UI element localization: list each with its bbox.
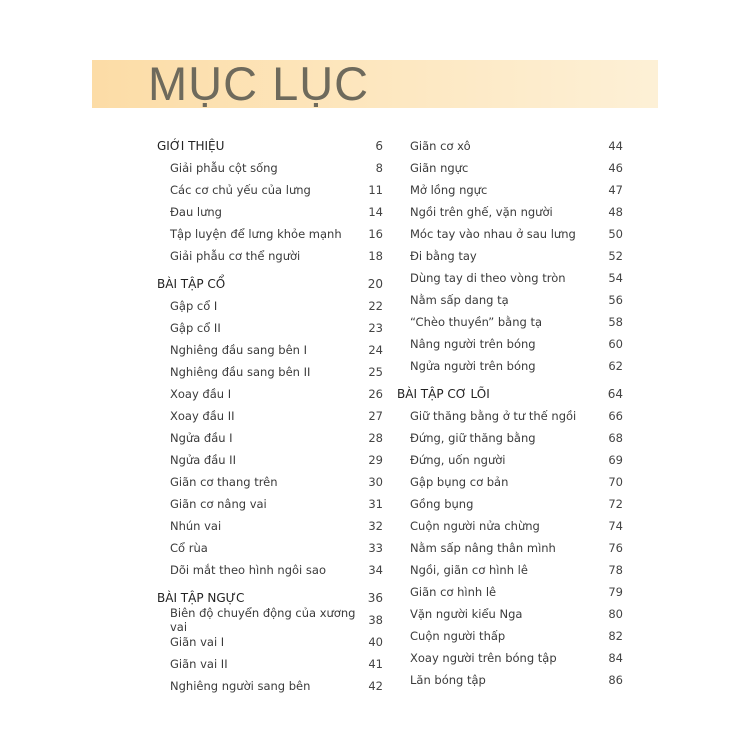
toc-column-right (397, 135, 623, 691)
entry-title: Cuộn người thấp (410, 629, 506, 643)
page-number: 34 (368, 563, 383, 577)
toc-entry (157, 383, 383, 405)
toc-entry (397, 625, 623, 647)
toc-entry (157, 515, 383, 537)
page-number: 20 (367, 277, 383, 291)
entry-title: Nằm sấp nâng thân mình (410, 541, 556, 555)
entry-title: Giãn vai II (170, 657, 228, 671)
toc-entry (157, 675, 383, 697)
toc-entry (397, 405, 623, 427)
entry-title: Nghiêng người sang bên (170, 679, 311, 693)
entry-title: Tập luyện để lưng khỏe mạnh (170, 227, 342, 241)
toc-entry (397, 311, 623, 333)
toc-entry (157, 405, 383, 427)
toc-entry (157, 606, 383, 634)
entry-title: Giãn cơ xô (410, 139, 471, 153)
page-number: 40 (368, 635, 383, 649)
entry-title: Nằm sấp dang tạ (410, 293, 509, 307)
page-number: 27 (368, 409, 383, 423)
page-number: 68 (608, 431, 623, 445)
toc-section-heading (157, 273, 383, 295)
entry-title: Ngồi trên ghế, vặn người (410, 205, 553, 219)
page-number: 16 (368, 227, 383, 241)
toc-entry (397, 267, 623, 289)
toc-entry (157, 223, 383, 245)
toc-entry (157, 201, 383, 223)
entry-title: Giãn ngực (410, 161, 469, 175)
page-number: 84 (608, 651, 623, 665)
section-title: BÀI TẬP CƠ LÕI (397, 387, 490, 401)
entry-title: Gập cổ I (170, 299, 218, 313)
entry-title: Dùng tay di theo vòng tròn (410, 271, 566, 285)
toc-entry (157, 427, 383, 449)
page-number: 22 (368, 299, 383, 313)
entry-title: Giãn cơ thang trên (170, 475, 278, 489)
entry-title: Biên độ chuyển động của xương vai (170, 606, 356, 634)
toc-section-heading (157, 135, 383, 157)
page-number: 24 (368, 343, 383, 357)
entry-title: Mở lồng ngực (410, 183, 488, 197)
toc-entry (397, 603, 623, 625)
toc-entry (397, 333, 623, 355)
page-number: 42 (368, 679, 383, 693)
page-number: 29 (368, 453, 383, 467)
section-title: BÀI TẬP CỔ (157, 277, 226, 291)
toc-entry (157, 339, 383, 361)
page-number: 8 (375, 161, 383, 175)
toc-entry (157, 559, 383, 581)
toc-entry (397, 179, 623, 201)
entry-title: Giải phẫu cơ thể người (170, 249, 301, 263)
page-number: 56 (608, 293, 623, 307)
toc-entry (397, 559, 623, 581)
page-number: 46 (608, 161, 623, 175)
toc-section-heading (397, 383, 623, 405)
entry-title: Cổ rùa (170, 541, 208, 555)
page-number: 52 (608, 249, 623, 263)
entry-title: Nhún vai (170, 519, 222, 533)
entry-title: Xoay đầu I (170, 387, 232, 401)
toc-entry (397, 157, 623, 179)
toc-entry (397, 581, 623, 603)
page-number: 50 (608, 227, 623, 241)
toc-entry (157, 157, 383, 179)
page-number: 32 (368, 519, 383, 533)
page-number: 80 (608, 607, 623, 621)
toc-entry (397, 427, 623, 449)
toc-entry (397, 493, 623, 515)
toc-entry (397, 223, 623, 245)
toc-entry (397, 355, 623, 377)
toc-entry (397, 289, 623, 311)
page-number: 18 (368, 249, 383, 263)
page-number: 26 (368, 387, 383, 401)
toc-entry (397, 135, 623, 157)
entry-title: Các cơ chủ yếu của lưng (170, 183, 311, 197)
toc-entry (157, 493, 383, 515)
section-title: BÀI TẬP NGỰC (157, 591, 245, 605)
page-number: 11 (368, 183, 383, 197)
entry-title: Ngửa đầu I (170, 431, 233, 445)
toc-entry (157, 245, 383, 267)
page-number: 47 (608, 183, 623, 197)
page-number: 69 (608, 453, 623, 467)
page-number: 72 (608, 497, 623, 511)
entry-title: Giải phẫu cột sống (170, 161, 278, 175)
toc-entry (157, 361, 383, 383)
page-number: 58 (608, 315, 623, 329)
entry-title: Đau lưng (170, 205, 222, 219)
page-number: 14 (368, 205, 383, 219)
toc-entry (157, 653, 383, 675)
page-number: 66 (608, 409, 623, 423)
toc-entry (397, 245, 623, 267)
entry-title: Đứng, giữ thăng bằng (410, 431, 536, 445)
page-number: 31 (368, 497, 383, 511)
page-number: 70 (608, 475, 623, 489)
page-number: 38 (368, 613, 383, 627)
entry-title: Đứng, uốn người (410, 453, 506, 467)
entry-title: Gồng bụng (410, 497, 474, 511)
entry-title: Giãn cơ hình lê (410, 585, 497, 599)
entry-title: Ngồi, giãn cơ hình lê (410, 563, 528, 577)
page-number: 44 (608, 139, 623, 153)
page-number: 60 (608, 337, 623, 351)
page-number: 82 (608, 629, 623, 643)
page-number: 23 (368, 321, 383, 335)
entry-title: Xoay đầu II (170, 409, 235, 423)
page-number: 74 (608, 519, 623, 533)
entry-title: “Chèo thuyền” bằng tạ (410, 315, 543, 329)
page-number: 78 (608, 563, 623, 577)
page-number: 33 (368, 541, 383, 555)
entry-title: Móc tay vào nhau ở sau lưng (410, 227, 576, 241)
page-number: 86 (608, 673, 623, 687)
page-number: 6 (375, 139, 383, 153)
page-number: 54 (608, 271, 623, 285)
page-number: 36 (367, 591, 383, 605)
toc-entry (157, 471, 383, 493)
entry-title: Dõi mắt theo hình ngôi sao (170, 563, 326, 577)
entry-title: Giãn vai I (170, 635, 225, 649)
entry-title: Giữ thăng bằng ở tư thế ngồi (410, 409, 577, 423)
page-number: 28 (368, 431, 383, 445)
entry-title: Nâng người trên bóng (410, 337, 536, 351)
entry-title: Ngửa người trên bóng (410, 359, 536, 373)
entry-title: Xoay người trên bóng tập (410, 651, 557, 665)
toc-entry (397, 669, 623, 691)
toc-entry (157, 295, 383, 317)
entry-title: Gập cổ II (170, 321, 221, 335)
page-number: 48 (608, 205, 623, 219)
toc-entry (397, 201, 623, 223)
entry-title: Gập bụng cơ bản (410, 475, 509, 489)
toc-entry (157, 537, 383, 559)
entry-title: Vặn người kiểu Nga (410, 607, 523, 621)
page-number: 76 (608, 541, 623, 555)
entry-title: Nghiêng đầu sang bên II (170, 365, 311, 379)
page-number: 64 (607, 387, 623, 401)
toc-entry (397, 537, 623, 559)
toc-entry (397, 647, 623, 669)
toc-column-left (157, 135, 383, 697)
page-number: 41 (368, 657, 383, 671)
toc-entry (397, 515, 623, 537)
page-number: 25 (368, 365, 383, 379)
page-number: 30 (368, 475, 383, 489)
toc-entry (397, 449, 623, 471)
toc-entry (157, 449, 383, 471)
section-title: GIỚI THIỆU (157, 139, 225, 153)
toc-entry (157, 631, 383, 653)
toc-entry (397, 471, 623, 493)
entry-title: Cuộn người nửa chừng (410, 519, 540, 533)
toc-entry (157, 317, 383, 339)
entry-title: Giãn cơ nâng vai (170, 497, 267, 511)
entry-title: Nghiêng đầu sang bên I (170, 343, 307, 357)
page-title: MỤC LỤC (148, 57, 370, 110)
entry-title: Ngửa đầu II (170, 453, 236, 467)
entry-title: Đi bằng tay (410, 249, 477, 263)
page-number: 62 (608, 359, 623, 373)
page-number: 79 (608, 585, 623, 599)
entry-title: Lăn bóng tập (410, 673, 486, 687)
toc-entry (157, 179, 383, 201)
